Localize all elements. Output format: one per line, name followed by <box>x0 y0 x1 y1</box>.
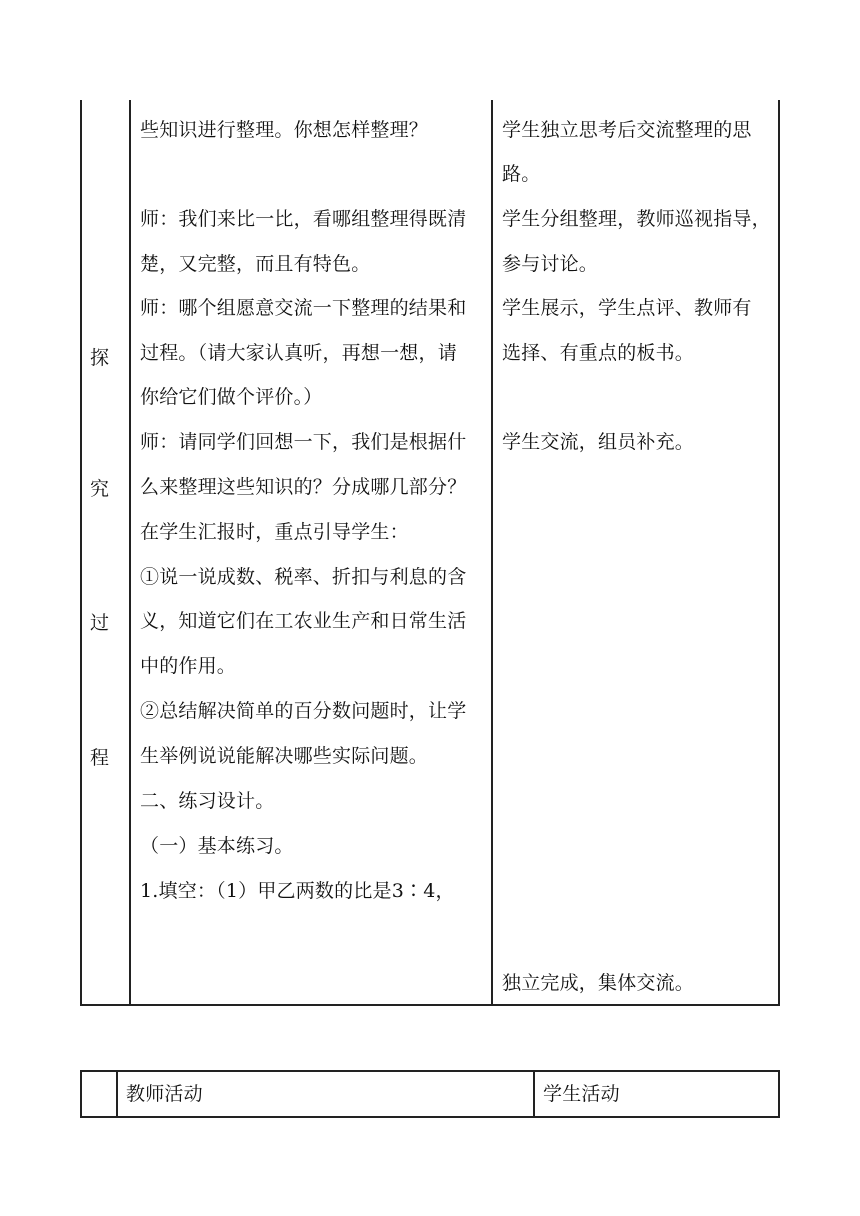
table1-bottom-border <box>80 1004 780 1006</box>
teacher-line: ①说一说成数、税率、折扣与利息的含 <box>140 566 467 588</box>
teacher-line: 过程。（请大家认真听，再想一想，请 <box>140 342 457 364</box>
table1-right-border <box>778 100 780 1006</box>
teacher-line: 么来整理这些知识的？分成哪几部分？ <box>140 476 467 498</box>
teacher-line: 义，知道它们在工农业生产和日常生活 <box>140 610 467 632</box>
table2-bottom-border <box>80 1116 780 1118</box>
table2-top-border <box>80 1070 780 1072</box>
teacher-line: 你给它们做个评价。） <box>140 386 323 408</box>
teacher-line: 在学生汇报时，重点引导学生： <box>140 521 409 543</box>
teacher-line: 师：我们来比一比，看哪组整理得既清 <box>140 208 467 230</box>
teacher-line: ②总结解决简单的百分数问题时，让学 <box>140 700 467 722</box>
student-line: 路。 <box>502 163 541 185</box>
student-line: 参与讨论。 <box>502 253 599 275</box>
student-line: 学生独立思考后交流整理的思 <box>502 119 752 141</box>
student-line: 学生分组整理，教师巡视指导， <box>502 208 771 230</box>
teacher-line: 生举例说说能解决哪些实际问题。 <box>140 745 429 767</box>
teacher-line: 师：哪个组愿意交流一下整理的结果和 <box>140 297 467 319</box>
stage-char-4: 程 <box>90 747 110 769</box>
table2-right-border <box>778 1070 780 1118</box>
table1-divider-1 <box>129 100 131 1006</box>
stage-char-3: 过 <box>90 612 110 634</box>
teacher-line: 1.填空：（1）甲乙两数的比是3∶4， <box>140 880 455 902</box>
student-line: 选择、有重点的板书。 <box>502 342 695 364</box>
table2-divider-2 <box>533 1070 535 1118</box>
teacher-activity-header: 教师活动 <box>126 1083 203 1105</box>
student-line: 独立完成，集体交流。 <box>502 972 695 994</box>
teacher-line: 中的作用。 <box>140 655 237 677</box>
table1-left-border <box>80 100 82 1006</box>
teacher-line: 二、练习设计。 <box>140 790 275 812</box>
student-line: 学生交流，组员补充。 <box>502 431 695 453</box>
teacher-line: （一）基本练习。 <box>140 835 294 857</box>
teacher-line: 些知识进行整理。你想怎样整理？ <box>140 119 429 141</box>
student-line: 学生展示，学生点评、教师有 <box>502 297 752 319</box>
teacher-line: 楚，又完整，而且有特色。 <box>140 253 371 275</box>
table2-divider-1 <box>116 1070 118 1118</box>
table1-divider-2 <box>491 100 493 1006</box>
stage-char-2: 究 <box>90 478 110 500</box>
stage-char-1: 探 <box>90 347 110 369</box>
student-activity-header: 学生活动 <box>543 1083 620 1105</box>
teacher-line: 师：请同学们回想一下，我们是根据什 <box>140 431 467 453</box>
table2-left-border <box>80 1070 82 1118</box>
